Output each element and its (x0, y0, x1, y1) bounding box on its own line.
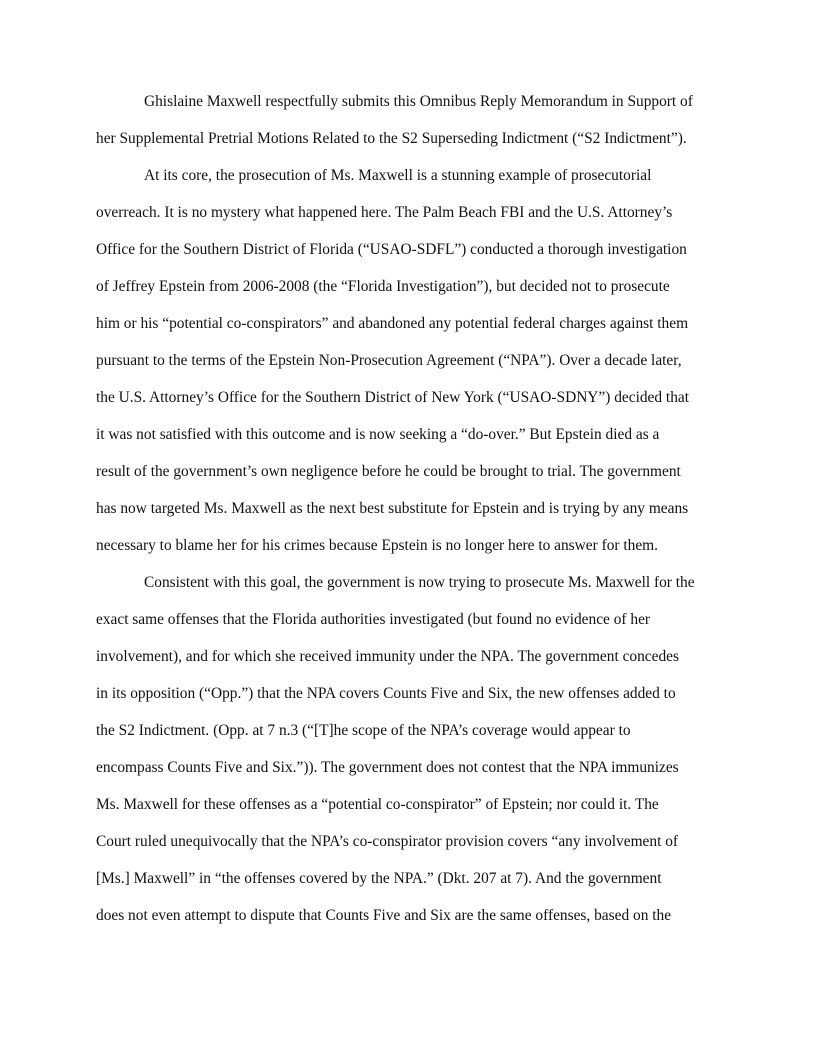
paragraph-3-line-8: Court ruled unequivocally that the NPA’s co-conspirator provision covers “any involvement of (96, 833, 679, 850)
paragraph-3-line-5: the S2 Indictment. (Opp. at 7 n.3 (“[T]he scope of the NPA’s coverage would appear to (96, 722, 631, 739)
paragraph-1-line-2: her Supplemental Pretrial Motions Related to the S2 Superseding Indictment (“S2 Indictment”). (96, 130, 687, 147)
paragraph-2-line-1: At its core, the prosecution of Ms. Maxwell is a stunning example of prosecutorial (144, 167, 652, 184)
paragraph-2-line-9: result of the government’s own negligence before he could be brought to trial. The government (96, 463, 681, 480)
paragraph-2-line-7: the U.S. Attorney’s Office for the Southern District of New York (“USAO-SDNY”) decided that (96, 389, 690, 406)
paragraph-3-line-7: Ms. Maxwell for these offenses as a “potential co-conspirator” of Epstein; nor could it. The (96, 796, 659, 813)
paragraph-2-line-8: it was not satisfied with this outcome and is now seeking a “do-over.” But Epstein died as a (96, 426, 660, 443)
paragraph-3-line-4: in its opposition (“Opp.”) that the NPA covers Counts Five and Six, the new offenses added to (96, 685, 676, 702)
paragraph-2-line-5: him or his “potential co-conspirators” and abandoned any potential federal charges against them (96, 315, 689, 332)
paragraph-2-line-6: pursuant to the terms of the Epstein Non-Prosecution Agreement (“NPA”). Over a decade later, (96, 352, 682, 369)
paragraph-3-line-9: [Ms.] Maxwell” in “the offenses covered by the NPA.” (Dkt. 207 at 7). And the government (96, 870, 662, 887)
paragraph-2-line-10: has now targeted Ms. Maxwell as the next best substitute for Epstein and is trying by any means (96, 500, 689, 517)
paragraph-3-line-3: involvement), and for which she received immunity under the NPA. The government concedes (96, 648, 679, 665)
paragraph-1-line-1: Ghislaine Maxwell respectfully submits this Omnibus Reply Memorandum in Support of (144, 93, 693, 110)
paragraph-2-line-2: overreach. It is no mystery what happened here. The Palm Beach FBI and the U.S. Attorney’s (96, 204, 673, 221)
paragraph-3-line-6: encompass Counts Five and Six.”)). The government does not contest that the NPA immunizes (96, 759, 679, 776)
paragraph-2-line-3: Office for the Southern District of Florida (“USAO-SDFL”) conducted a thorough investigation (96, 241, 687, 258)
paragraph-2-line-11: necessary to blame her for his crimes because Epstein is no longer here to answer for them. (96, 537, 658, 554)
paragraph-3-line-10: does not even attempt to dispute that Counts Five and Six are the same offenses, based on the (96, 907, 672, 924)
paragraph-2-line-4: of Jeffrey Epstein from 2006-2008 (the “Florida Investigation”), but decided not to prosecute (96, 278, 670, 295)
paragraph-3-line-1: Consistent with this goal, the government is now trying to prosecute Ms. Maxwell for the (144, 574, 695, 591)
paragraph-3-line-2: exact same offenses that the Florida authorities investigated (but found no evidence of her (96, 611, 651, 628)
